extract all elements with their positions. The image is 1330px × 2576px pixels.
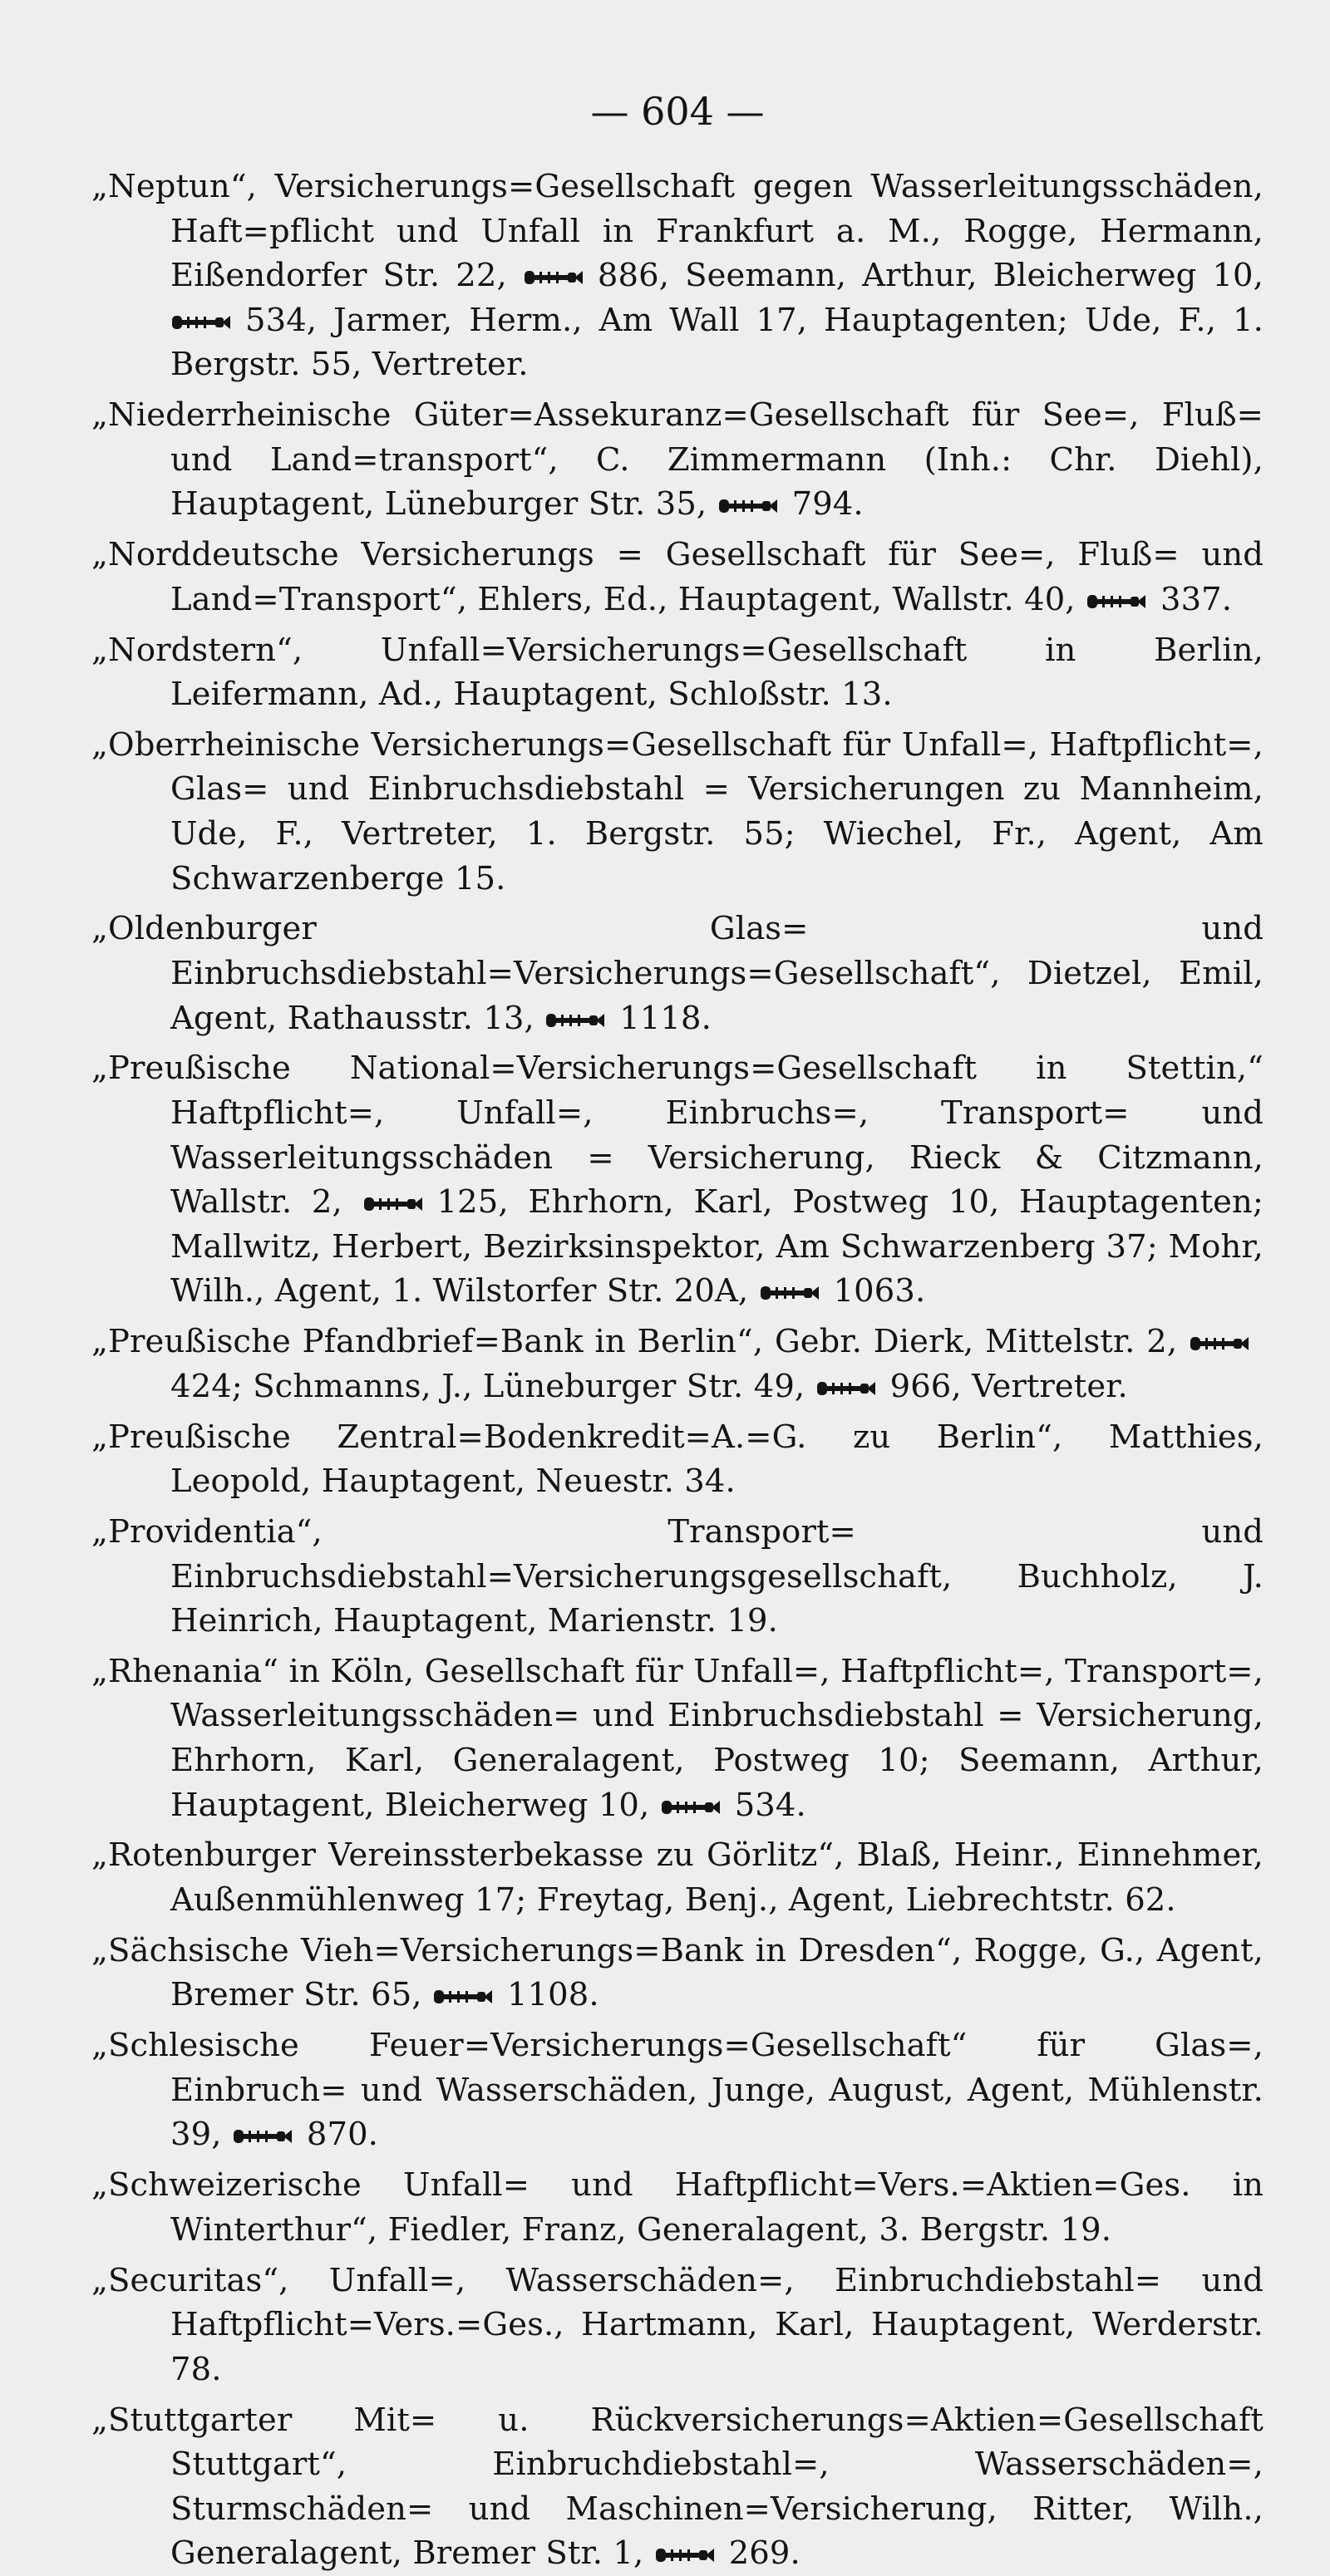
phone-number: 125 <box>436 1183 499 1222</box>
entry-text: „Providentia“, Transport= und Einbruchsdiebstahl=Versicherungsgesellschaft, Buchholz, J. Heinrich, Hauptagent, Marienstr. 19. <box>91 1512 1264 1640</box>
entry-text: „Nordstern“, Unfall=Versicherungs=Gesellschaft in Berlin, Leifermann, Ad., Hauptagent, Schloßstr. 13. <box>91 631 1264 714</box>
phone-number: 966 <box>889 1367 952 1405</box>
entry-text: , Ehrhorn, Karl, Postweg 10, Hauptagenten; Mallwitz, Herbert, Bezirksinspektor, Am Schwarzenberg 37; Mohr, Wilh., Agent, 1. Wilstorfer Str. 20A, <box>170 1183 1264 1310</box>
directory-entry <box>91 393 1264 527</box>
phone-number: 1108. <box>506 1976 599 2014</box>
phone-number: 269. <box>728 2534 800 2573</box>
entry-text: „Oldenburger Glas= und Einbruchsdiebstahl=Versicherungs=Gesellschaft“, Dietzel, Emil, Agent, Rathausstr. 13, <box>91 910 1264 1037</box>
phone-number: 424 <box>170 1367 232 1405</box>
entry-text: „Sächsische Vieh=Versicherungs=Bank in Dresden“, Rogge, G., Agent, Bremer Str. 65, <box>91 1931 1264 2014</box>
phone-number: 870. <box>306 2116 378 2154</box>
phone-number: 1063. <box>833 1272 926 1310</box>
directory-entry <box>91 165 1264 387</box>
directory-entry <box>91 2259 1264 2392</box>
telephone-icon <box>544 1010 606 1030</box>
entry-text: „Preußische Pfandbrief=Bank in Berlin“, Gebr. Dierk, Mittelstr. 2, <box>91 1323 1189 1361</box>
telephone-icon <box>1189 1334 1250 1354</box>
directory-entry <box>91 533 1264 622</box>
directory-entry <box>91 1320 1264 1408</box>
phone-number: 794. <box>791 485 864 524</box>
telephone-icon <box>1086 592 1147 612</box>
directory-entry <box>91 1415 1264 1504</box>
entry-text: „Oberrheinische Versicherungs=Gesellschaft für Unfall=, Haftpflicht=, Glas= und Einbruchsdiebstahl = Versicherungen zu Mannheim, Ude, F., Vertreter, 1. Bergstr. 55; Wiechel, Fr., Agent, Am Schwarzenberge 15. <box>91 725 1264 897</box>
directory-entry <box>91 2023 1264 2157</box>
entry-text: „Niederrheinische Güter=Assekuranz=Gesellschaft für See=, Fluß= und Land=transport“, C. Zimmermann (Inh.: Chr. Diehl), Hauptagent, Lüneburger Str. 35, <box>91 396 1264 524</box>
phone-number: 337. <box>1160 580 1233 618</box>
entry-text: „Preußische National=Versicherungs=Gesellschaft in Stettin,“ Haftpflicht=, Unfall=, Einbruchs=, Transport= und Wasserleitungsschäden = Versicherung, Rieck & Citzmann, Wallstr. 2, <box>91 1050 1264 1222</box>
directory-entry <box>91 723 1264 901</box>
phone-number: 534. <box>734 1786 806 1824</box>
telephone-icon <box>432 1987 494 2007</box>
entry-text: , Jarmer, Herm., Am Wall 17, Hauptagenten; Ude, F., 1. Bergstr. 55, Vertreter. <box>170 301 1264 384</box>
telephone-icon <box>170 312 232 332</box>
telephone-icon <box>523 268 584 288</box>
telephone-icon <box>815 1379 877 1399</box>
entry-list <box>91 165 1264 2576</box>
directory-entry <box>91 1046 1264 1314</box>
entry-text: „Rhenania“ in Köln, Gesellschaft für Unfall=, Haftpflicht=, Transport=, Wasserleitungsschäden= und Einbruchsdiebstahl = Versicherung, Ehrhorn, Karl, Generalagent, Postweg 10; Seemann, Arthur, Hauptagent, Bleicherweg 10, <box>91 1652 1264 1824</box>
phone-number: 534 <box>245 301 307 339</box>
directory-entry <box>91 1649 1264 1827</box>
directory-entry <box>91 2398 1264 2576</box>
directory-entry <box>91 907 1264 1040</box>
entry-text: „Securitas“, Unfall=, Wasserschäden=, Einbruchdiebstahl= und Haftpflicht=Vers.=Ges., Hartmann, Karl, Hauptagent, Werderstr. 78. <box>91 2261 1264 2388</box>
telephone-icon <box>362 1194 424 1214</box>
telephone-icon <box>660 1797 722 1817</box>
entry-text: ; Schmanns, J., Lüneburger Str. 49, <box>231 1367 815 1405</box>
phone-number: 886 <box>597 257 659 295</box>
phone-number: 1118. <box>619 999 712 1037</box>
telephone-icon <box>654 2545 716 2565</box>
entry-text: „Schweizerische Unfall= und Haftpflicht=Vers.=Aktien=Ges. in Winterthur“, Fiedler, Franz, Generalagent, 3. Bergstr. 19. <box>91 2166 1264 2249</box>
telephone-icon <box>759 1283 820 1303</box>
entry-text: „Preußische Zentral=Bodenkredit=A.=G. zu Berlin“, Matthies, Leopold, Hauptagent, Neuestr. 34. <box>91 1418 1264 1501</box>
entry-text: , Vertreter. <box>951 1367 1128 1405</box>
entry-text: „Norddeutsche Versicherungs = Gesellschaft für See=, Fluß= und Land=Transport“, Ehlers, Ed., Hauptagent, Wallstr. 40, <box>91 536 1264 618</box>
page-number: — 604 — <box>590 89 765 134</box>
entry-text: „Rotenburger Vereinssterbekasse zu Görlitz“, Blaß, Heinr., Einnehmer, Außenmühlenweg 17; Freytag, Benj., Agent, Liebrechtstr. 62. <box>91 1836 1264 1920</box>
telephone-icon <box>232 2126 293 2146</box>
entry-text: „Neptun“, Versicherungs=Gesellschaft gegen Wasserleitungsschäden, Haft=pflicht und Unfall in Frankfurt a. M., Rogge, Hermann, Eißendorfer Str. 22, <box>91 168 1264 295</box>
entry-text: „Stuttgarter Mit= u. Rückversicherungs=Aktien=Gesellschaft Stuttgart“, Einbruchdiebstahl=, Wasserschäden=, Sturmschäden= und Maschinen=Versicherung, Ritter, Wilh., Generalagent, Bremer Str. 1, <box>91 2401 1264 2573</box>
entry-text: , Seemann, Arthur, Bleicherweg 10, <box>658 257 1264 295</box>
directory-entry <box>91 1833 1264 1922</box>
directory-entry <box>91 1929 1264 2018</box>
telephone-icon <box>717 496 779 516</box>
directory-entry <box>91 2163 1264 2252</box>
entry-text: „Schlesische Feuer=Versicherungs=Gesellschaft“ für Glas=, Einbruch= und Wasserschäden, Junge, August, Agent, Mühlenstr. 39, <box>91 2027 1264 2154</box>
directory-entry <box>91 1510 1264 1644</box>
directory-entry <box>91 628 1264 717</box>
